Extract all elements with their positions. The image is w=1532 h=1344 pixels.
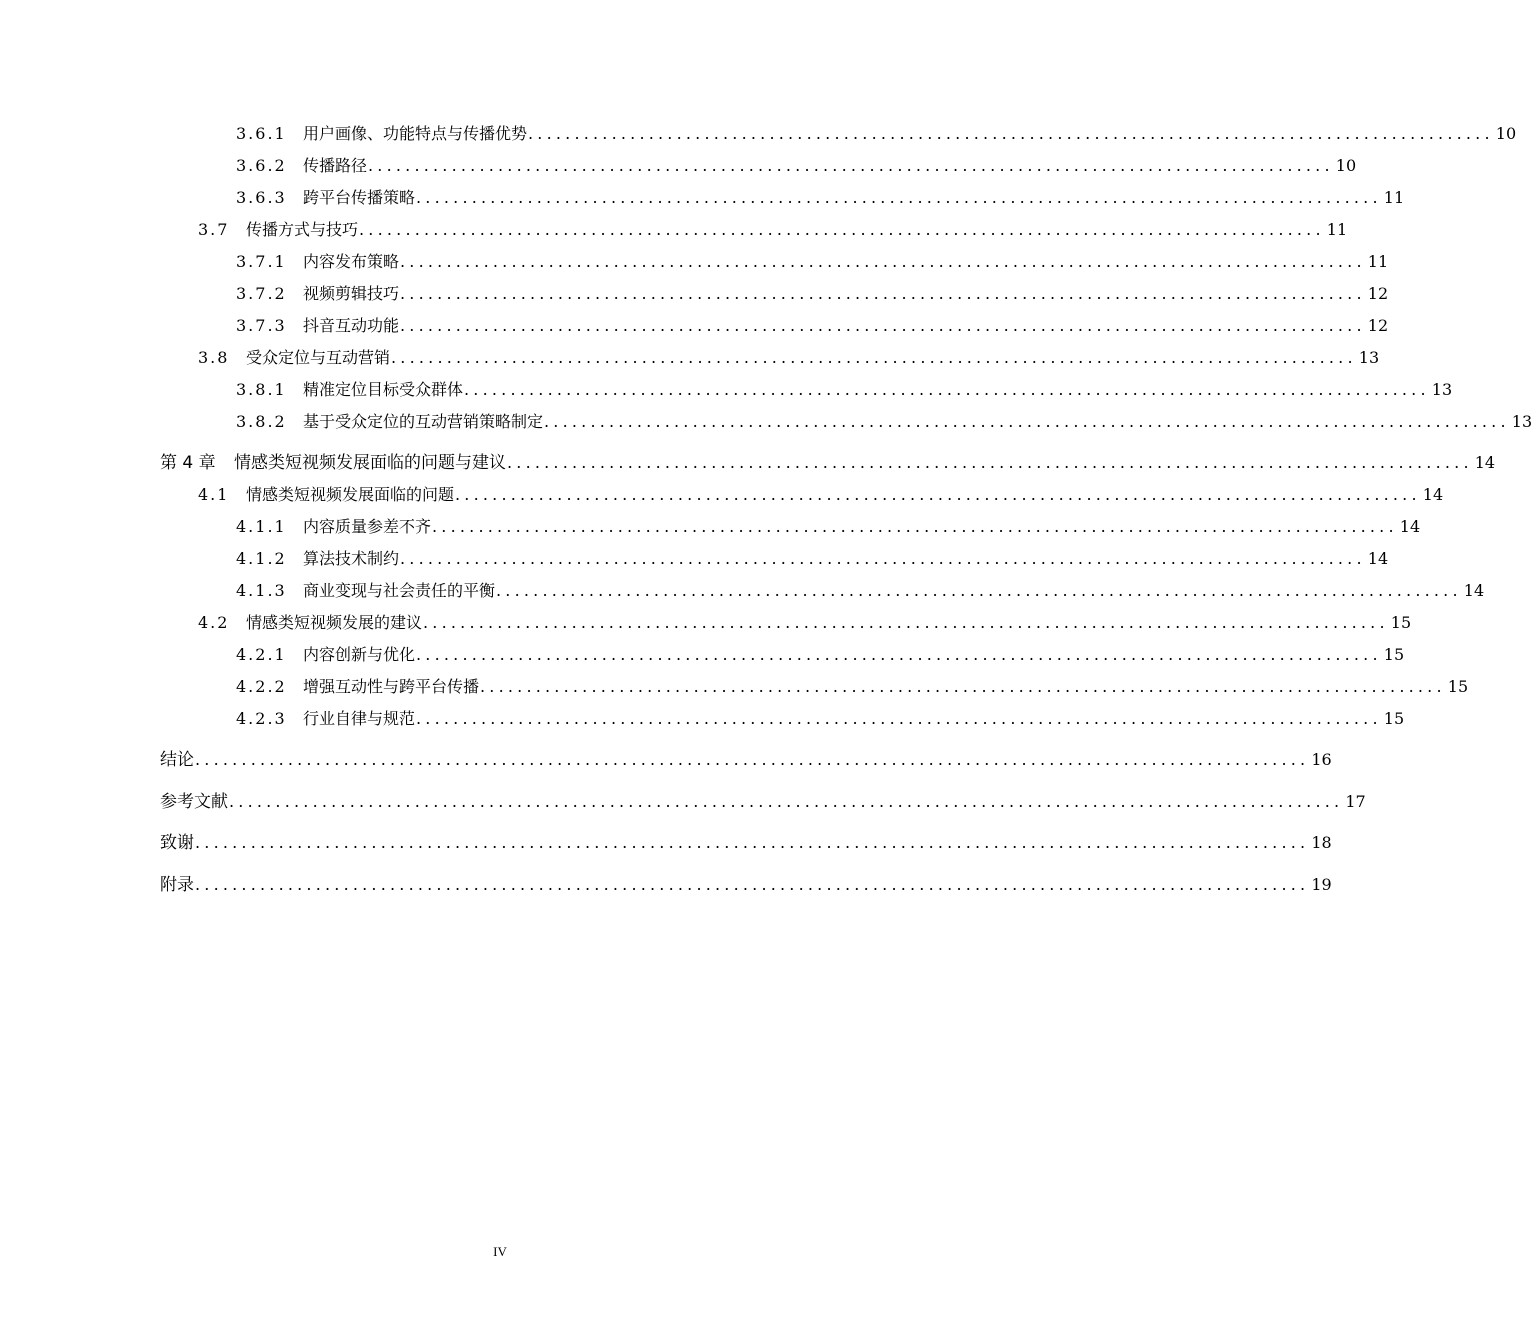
toc-entry-page: 18 [1311, 833, 1332, 852]
toc-entry-title: 内容发布策略 [303, 252, 400, 271]
toc-entry-title: 传播方式与技巧 [246, 220, 359, 239]
toc-entry-number: 3.6.1 [236, 124, 287, 143]
toc-entry-page: 14 [1463, 581, 1485, 600]
dot-leader: ........................................................................................................................ [195, 750, 1310, 769]
toc-entry-number: 4.2.2 [236, 677, 287, 696]
dot-leader: ........................................................................................................ [416, 709, 1382, 728]
toc-entry-page: 15 [1383, 709, 1405, 728]
dot-leader: ........................................................................................................ [359, 220, 1325, 239]
toc-entry-title: 情感类短视频发展面临的问题 [246, 485, 455, 504]
toc-entry-number: 3.8 [198, 348, 230, 367]
dot-leader: ........................................................................................................ [368, 156, 1334, 175]
toc-entry-page: 15 [1383, 645, 1405, 664]
toc-entry-page: 13 [1431, 380, 1453, 399]
toc-entry-page: 11 [1326, 220, 1348, 239]
toc-entry-number: 4.2.1 [236, 645, 287, 664]
toc-entry-title: 内容创新与优化 [303, 645, 416, 664]
toc-entry-title: 视频剪辑技巧 [303, 284, 400, 303]
toc-entry-number: 3.7.3 [236, 316, 287, 335]
dot-leader: ........................................................................................................ [391, 348, 1357, 367]
toc-entry-number: 4.1 [198, 485, 230, 504]
toc-entry-4-2-1[interactable] [236, 641, 1405, 665]
dot-leader: ........................................................................................................ [528, 124, 1494, 143]
toc-entry-page: 14 [1422, 485, 1444, 504]
toc-entry-page: 17 [1345, 792, 1366, 811]
toc-entry-3-6-3[interactable] [236, 184, 1405, 208]
dot-leader: ........................................................................................................ [416, 645, 1382, 664]
toc-entry-number: 3.7.2 [236, 284, 287, 303]
toc-entry-title: 附录 [160, 875, 194, 895]
toc-entry-title: 传播路径 [303, 156, 368, 175]
toc-entry-number: 4.1.3 [236, 581, 287, 600]
toc-entry-4-1[interactable] [198, 481, 1444, 505]
dot-leader: ........................................................................................................ [400, 252, 1366, 271]
toc-entry-title: 参考文献 [160, 792, 228, 812]
toc-entry-3-7-3[interactable] [236, 312, 1389, 336]
dot-leader: ........................................................................................................................ [195, 833, 1310, 852]
toc-entry-4-2-3[interactable] [236, 705, 1405, 729]
toc-entry-title: 内容质量参差不齐 [303, 517, 432, 536]
toc-entry-4-1-1[interactable] [236, 513, 1421, 537]
toc-entry-3-7-2[interactable] [236, 280, 1389, 304]
toc-entry-title: 致谢 [160, 833, 194, 853]
toc-entry-title: 跨平台传播策略 [303, 188, 416, 207]
toc-entry-number: 第 4 章 [160, 453, 216, 473]
toc-entry-3-8-1[interactable] [236, 376, 1453, 400]
toc-entry-title: 增强互动性与跨平台传播 [303, 677, 480, 696]
toc-entry-page: 15 [1390, 613, 1412, 632]
toc-entry-4-1-3[interactable] [236, 577, 1485, 601]
toc-entry-3-6-1[interactable] [236, 120, 1517, 144]
toc-entry-number: 4.2 [198, 613, 230, 632]
toc-entry-number: 3.7.1 [236, 252, 287, 271]
toc-entry-page: 19 [1311, 875, 1332, 894]
toc-entry-3-8[interactable] [198, 344, 1380, 368]
dot-leader: ........................................................................................................ [480, 677, 1446, 696]
toc-entry-title: 结论 [160, 750, 194, 770]
toc-entry-3-7-1[interactable] [236, 248, 1389, 272]
dot-leader: ........................................................................................................ [464, 380, 1430, 399]
toc-entry-number: 3.8.2 [236, 412, 287, 431]
toc-entry-3-8-2[interactable] [236, 408, 1532, 432]
toc-entry-title: 用户画像、功能特点与传播优势 [303, 124, 528, 143]
toc-entry-references[interactable] [160, 788, 1366, 812]
dot-leader: ........................................................................................................ [507, 453, 1473, 472]
toc-entry-number: 4.2.3 [236, 709, 287, 728]
dot-leader: ........................................................................................................ [455, 485, 1421, 504]
dot-leader: ........................................................................................................ [423, 613, 1389, 632]
toc-entry-appendix[interactable] [160, 871, 1332, 895]
dot-leader: ........................................................................................................ [432, 517, 1398, 536]
dot-leader: ........................................................................................................................ [195, 875, 1310, 894]
toc-entry-page: 11 [1383, 188, 1405, 207]
toc-entry-4-1-2[interactable] [236, 545, 1389, 569]
toc-entry-title: 精准定位目标受众群体 [303, 380, 464, 399]
dot-leader: ........................................................................................................ [400, 316, 1366, 335]
toc-entry-conclusion[interactable] [160, 746, 1332, 770]
dot-leader: ........................................................................................................ [400, 549, 1366, 568]
toc-entry-title: 情感类短视频发展面临的问题与建议 [234, 453, 506, 473]
toc-entry-title: 受众定位与互动营销 [246, 348, 391, 367]
toc-entry-page: 14 [1474, 453, 1496, 472]
toc-entry-page: 12 [1367, 284, 1389, 303]
toc-entry-acknowledgements[interactable] [160, 829, 1332, 853]
toc-entry-page: 13 [1358, 348, 1380, 367]
toc-entry-number: 3.6.3 [236, 188, 287, 207]
toc-entry-4-2-2[interactable] [236, 673, 1469, 697]
dot-leader: ........................................................................................................ [544, 412, 1510, 431]
toc-entry-page: 15 [1447, 677, 1469, 696]
toc-entry-3-6-2[interactable] [236, 152, 1357, 176]
dot-leader: ........................................................................................................................ [229, 792, 1344, 811]
toc-entry-number: 4.1.2 [236, 549, 287, 568]
toc-entry-page: 16 [1311, 750, 1332, 769]
dot-leader: ........................................................................................................ [400, 284, 1366, 303]
toc-entry-3-7[interactable] [198, 216, 1348, 240]
toc-entry-title: 行业自律与规范 [303, 709, 416, 728]
toc-entry-number: 3.6.2 [236, 156, 287, 175]
dot-leader: ........................................................................................................ [496, 581, 1462, 600]
toc-entry-page: 14 [1367, 549, 1389, 568]
toc-entry-title: 情感类短视频发展的建议 [246, 613, 423, 632]
toc-entry-title: 基于受众定位的互动营销策略制定 [303, 412, 544, 431]
toc-entry-page: 13 [1511, 412, 1532, 431]
toc-entry-title: 商业变现与社会责任的平衡 [303, 581, 496, 600]
page-number: IV [493, 1244, 507, 1259]
toc-entry-chapter-4[interactable] [160, 449, 1496, 473]
toc-entry-title: 抖音互动功能 [303, 316, 400, 335]
toc-entry-number: 3.8.1 [236, 380, 287, 399]
toc-entry-4-2[interactable] [198, 609, 1412, 633]
toc-entry-page: 10 [1335, 156, 1357, 175]
toc-entry-number: 3.7 [198, 220, 230, 239]
toc-entry-number: 4.1.1 [236, 517, 287, 536]
toc-entry-title: 算法技术制约 [303, 549, 400, 568]
toc-entry-page: 10 [1495, 124, 1517, 143]
toc-entry-page: 12 [1367, 316, 1389, 335]
toc-entry-page: 11 [1367, 252, 1389, 271]
dot-leader: ........................................................................................................ [416, 188, 1382, 207]
toc-entry-page: 14 [1399, 517, 1421, 536]
